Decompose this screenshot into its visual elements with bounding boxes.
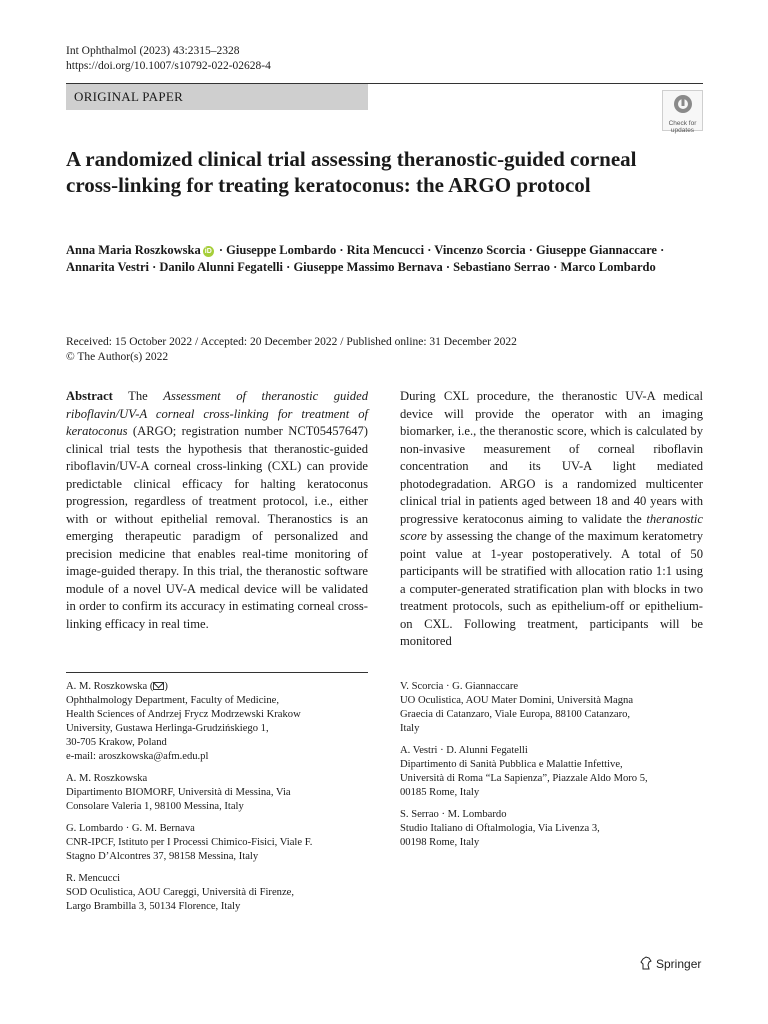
affiliation-line: UO Oculistica, AOU Mater Domini, Università Magna <box>400 695 634 706</box>
abstract-column-right <box>400 388 703 651</box>
affiliation-block <box>66 680 368 764</box>
journal-header <box>66 44 271 74</box>
affiliation-line: 30-705 Krakow, Poland <box>66 737 167 748</box>
affiliation-name: A. M. Roszkowska ( <box>66 681 154 692</box>
affiliation-block <box>400 680 703 736</box>
abstract-heading: Abstract <box>66 389 113 403</box>
copyright-line: © The Author(s) 2022 <box>66 351 169 363</box>
affiliation-line: Largo Brambilla 3, 50134 Florence, Italy <box>66 901 241 912</box>
affiliation-rule <box>66 672 368 673</box>
affiliation-line: Studio Italiano di Oftalmologia, Via Livenza 3, <box>400 823 600 834</box>
envelope-icon[interactable] <box>153 682 164 690</box>
affiliation-line: Health Sciences of Andrzej Frycz Modrzewski Krakow <box>66 709 301 720</box>
journal-doi[interactable]: https://doi.org/10.1007/s10792-022-02628-4 <box>66 60 271 72</box>
article-type-badge: ORIGINAL PAPER <box>66 84 368 110</box>
affiliation-line: CNR-IPCF, Istituto per I Processi Chimico-Fisici, Viale F. <box>66 837 313 848</box>
affiliation-author: R. Mencucci <box>66 873 121 884</box>
abstract-text-c: During CXL procedure, the theranostic UV-A medical device will provide the operator with an imaging biomarker, i.e., the theranostic score, which is calculated by non-invasive measurement of corneal riboflavin concentration and its UV-A light mediated photodegradation. ARGO is a randomized multicenter clinical trial in patients aged between 18 and 40 years with progressive keratoconus aiming to validate the <box>400 389 703 526</box>
affiliation-line: SOD Oculistica, AOU Careggi, Università di Firenze, <box>66 887 295 898</box>
first-author[interactable]: Anna Maria Roszkowska <box>66 243 201 257</box>
corresponding-email[interactable]: e-mail: aroszkowska@afm.edu.pl <box>66 751 209 762</box>
check-for-updates-icon <box>673 94 693 114</box>
abstract-text-d: by assessing the change of the maximum keratometry point value at 1-year postoperatively. A total of 50 participants will be stratified with allocation ratio 1:1 using a computer-generated stratification plan with blocks in two treatment protocols, such as epithelium-off or epithelium-on CXL. Following treatment, participants will be monitored <box>400 529 703 648</box>
publisher-logo <box>640 956 701 971</box>
affiliation-author: A. M. Roszkowska <box>66 773 148 784</box>
check-for-updates-line1: Check for <box>668 120 697 127</box>
affiliation-author <box>66 680 368 694</box>
author-list <box>66 242 686 276</box>
affiliation-line: Consolare Valeria 1, 98100 Messina, Italy <box>66 801 244 812</box>
affiliation-line: Graecia di Catanzaro, Viale Europa, 88100 Catanzaro, <box>400 709 631 720</box>
check-for-updates-badge[interactable] <box>662 90 703 134</box>
abstract-theranostic-score: theranostic score <box>400 511 703 543</box>
affiliation-block <box>66 822 368 864</box>
affiliation-line: Ophthalmology Department, Faculty of Medicine, <box>66 695 280 706</box>
affiliation-block <box>66 772 368 814</box>
orcid-icon[interactable]: iD <box>204 248 212 255</box>
affiliation-block <box>400 744 703 800</box>
journal-citation: Int Ophthalmol (2023) 43:2315–2328 <box>66 45 240 57</box>
affiliations-right <box>400 680 703 858</box>
publisher-name: Springer <box>656 957 702 971</box>
affiliations-left <box>66 680 368 922</box>
abstract-text-b: (ARGO; registration number NCT05457647) clinical trial tests the hypothesis that theranostic-guided riboflavin/UV-A corneal cross-linking (CXL) can provide predictable clinical efficacy for halting keratoconus progression, regardless of treatment protocol, i.e., either with or without epithelial removal. Theranostics is an emerging therapeutic paradigm of personalized and precision medicine that enables real-time monitoring of image-guided therapy. In this trial, the theranostic software module of a novel UV-A medical device will be validated in order to confirm its accuracy in estimating corneal cross-linking efficacy in real time. <box>66 424 368 631</box>
affiliation-line: Università di Roma “La Sapienza”, Piazzale Aldo Moro 5, <box>400 773 648 784</box>
affiliation-block <box>66 872 368 914</box>
affiliation-line: University, Gustawa Herlinga-Grudzińskiego 1, <box>66 723 269 734</box>
affiliation-name-end: ) <box>164 681 168 692</box>
abstract-text-a: The <box>112 389 164 403</box>
dates-line: Received: 15 October 2022 / Accepted: 20 December 2022 / Published online: 31 December 2022 <box>66 336 517 348</box>
affiliation-line: Dipartimento di Sanità Pubblica e Malattie Infettive, <box>400 759 623 770</box>
publication-dates <box>66 335 517 365</box>
affiliation-line: Italy <box>400 723 420 734</box>
check-for-updates-line2: updates <box>670 127 695 134</box>
abstract-trial-name: Assessment of theranostic guided riboflavin/UV-A corneal cross-linking for treatment of keratoconus <box>66 389 368 438</box>
other-authors: · Giuseppe Lombardo · Rita Mencucci · Vincenzo Scorcia · Giuseppe Giannaccare · Annarita Vestri · Danilo Alunni Fegatelli · Giuseppe Massimo Bernava · Sebastiano Serrao · Marco Lombardo <box>66 243 665 274</box>
affiliation-author: G. Lombardo · G. M. Bernava <box>66 823 195 834</box>
affiliation-author: V. Scorcia · G. Giannaccare <box>400 681 519 692</box>
springer-horse-icon <box>640 956 652 970</box>
affiliation-line: 00185 Rome, Italy <box>400 787 480 798</box>
affiliation-line: 00198 Rome, Italy <box>400 837 480 848</box>
affiliation-line: Dipartimento BIOMORF, Università di Messina, Via <box>66 787 291 798</box>
affiliation-author: S. Serrao · M. Lombardo <box>400 809 507 820</box>
affiliation-author: A. Vestri · D. Alunni Fegatelli <box>400 745 528 756</box>
affiliation-line: Stagno D’Alcontres 37, 98158 Messina, Italy <box>66 851 259 862</box>
abstract-column-left <box>66 388 368 633</box>
article-title: A randomized clinical trial assessing theranostic-guided corneal cross-linking for treating keratoconus: the ARGO protocol <box>66 147 637 197</box>
affiliation-block <box>400 808 703 850</box>
